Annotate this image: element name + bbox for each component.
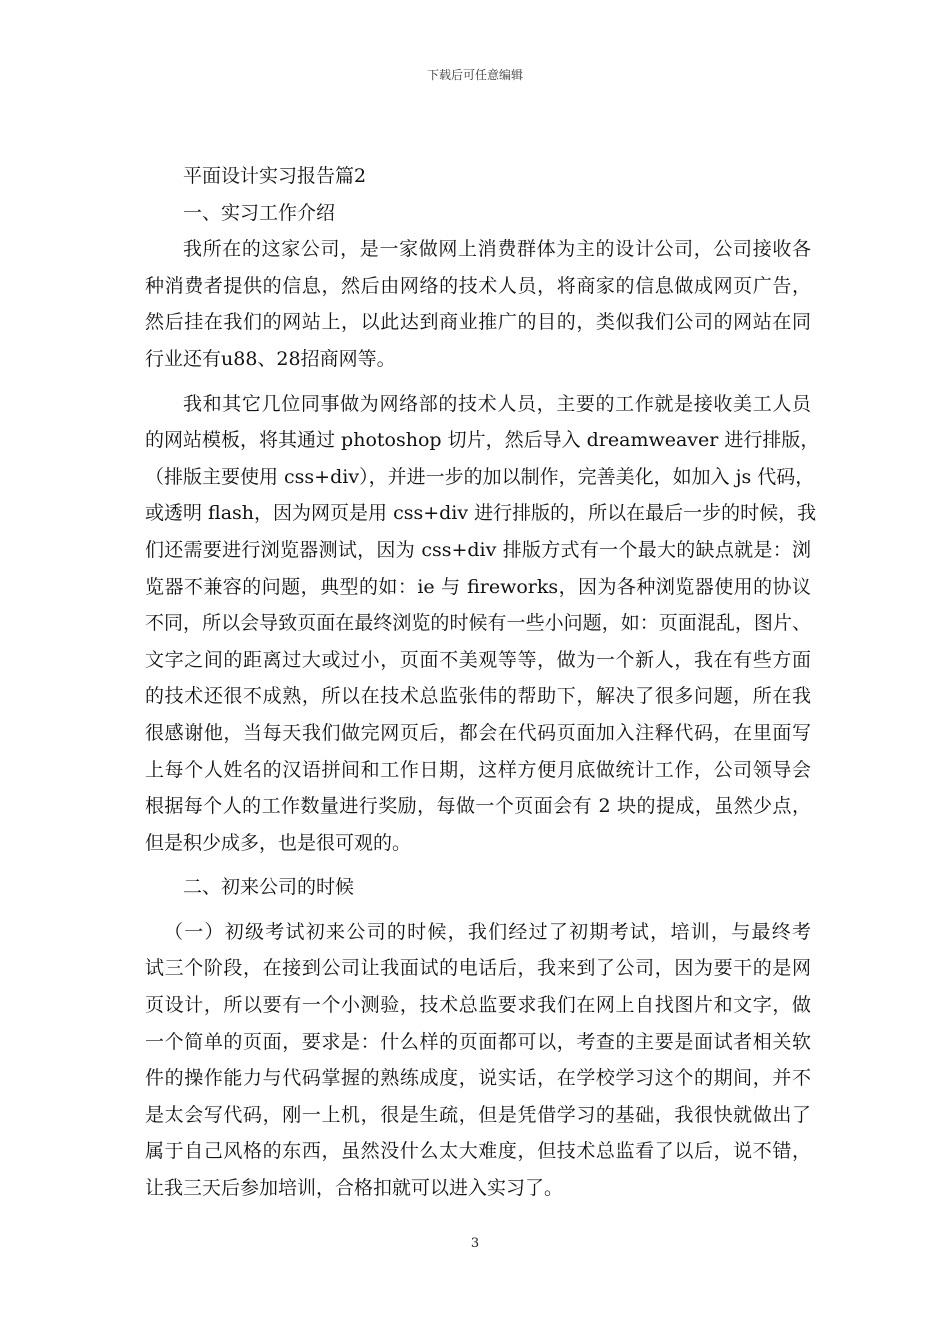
paragraph-company-intro	[145, 231, 811, 377]
paragraph-line: 文字之间的距离过大或过小，页面不美观等等，做为一个新人，我在有些方面	[145, 648, 811, 671]
document-body	[145, 158, 820, 1207]
paragraph-line: 行业还有u88、28招商网等。	[145, 347, 396, 370]
paragraph-line: 不同，所以会导致页面在最终浏览的时候有一些小问题，如：页面混乱，图片、	[145, 612, 811, 635]
paragraph-line: 让我三天后参加培训，合格扣就可以进入实习了。	[145, 1177, 564, 1200]
page-number: 3	[470, 1236, 480, 1251]
paragraph-line: 的网站模板，将其通过 photoshop 切片，然后导入 dreamweaver 进行排版，	[145, 429, 820, 452]
paragraph-line: 上每个人姓名的汉语拼间和工作日期，这样方便月底做统计工作，公司领导会	[145, 758, 811, 781]
paragraph-line: 根据每个人的工作数量进行奖励，每做一个页面会有 2 块的提成，虽然少点，	[145, 795, 811, 818]
paragraph-line: 的技术还很不成熟，所以在技术总监张伟的帮助下，解决了很多问题，所在我	[145, 685, 811, 708]
paragraph-line: 是太会写代码，刚一上机，很是生疏，但是凭借学习的基础，我很快就做出了	[145, 1103, 811, 1126]
paragraph-line: 试三个阶段，在接到公司让我面试的电话后，我来到了公司，因为要干的是网	[145, 957, 811, 980]
paragraph-line: 一个简单的页面，要求是：什么样的页面都可以，考查的主要是面试者相关软	[145, 1030, 811, 1053]
paragraph-line: 或透明 flash，因为网页是用 css+div 进行排版的，所以在最后一步的时候，我	[145, 502, 817, 525]
paragraph-line: 很感谢他，当每天我们做完网页后，都会在代码页面加入注释代码，在里面写	[145, 721, 811, 744]
paragraph-line: 们还需要进行浏览器测试，因为 css+div 排版方式有一个最大的缺点就是：浏	[145, 538, 811, 561]
page-header: 下载后可任意编辑	[426, 68, 523, 82]
paragraph-line: 但是积少成多，也是很可观的。	[145, 831, 412, 854]
paragraph-line: （排版主要使用 css+div），并进一步的加以制作，完善美化，如加入 js 代码，	[145, 465, 815, 488]
paragraph-line: 属于自己风格的东西，虽然没什么太大难度，但技术总监看了以后，说不错，	[145, 1140, 811, 1163]
paragraph-line: （一）初级考试初来公司的时候，我们经过了初期考试，培训，与最终考	[164, 920, 811, 943]
paragraph-line: 我所在的这家公司，是一家做网上消费群体为主的设计公司，公司接收各	[183, 238, 811, 261]
paragraph-line: 然后挂在我们的网站上，以此达到商业推广的目的，类似我们公司的网站在同	[145, 311, 811, 334]
paragraph-initial-exam	[145, 914, 811, 1207]
paragraph-tech-work	[145, 386, 820, 862]
document-title: 平面设计实习报告篇2	[183, 165, 367, 187]
paragraph-line: 种消费者提供的信息，然后由网络的技术人员，将商家的信息做成网页广告，	[145, 274, 811, 297]
section-heading-work-intro: 一、实习工作介绍	[183, 201, 336, 224]
paragraph-line: 件的操作能力与代码掌握的熟练成度，说实话，在学校学习这个的期间，并不	[145, 1067, 811, 1090]
paragraph-line: 页设计，所以要有一个小测验，技术总监要求我们在网上自找图片和文字，做	[145, 994, 811, 1017]
paragraph-line: 览器不兼容的问题，典型的如：ie 与 fireworks，因为各种浏览器使用的协议	[145, 575, 811, 598]
paragraph-line: 我和其它几位同事做为网络部的技术人员，主要的工作就是接收美工人员	[183, 392, 811, 415]
section-heading-arrival: 二、初来公司的时候	[183, 876, 355, 899]
